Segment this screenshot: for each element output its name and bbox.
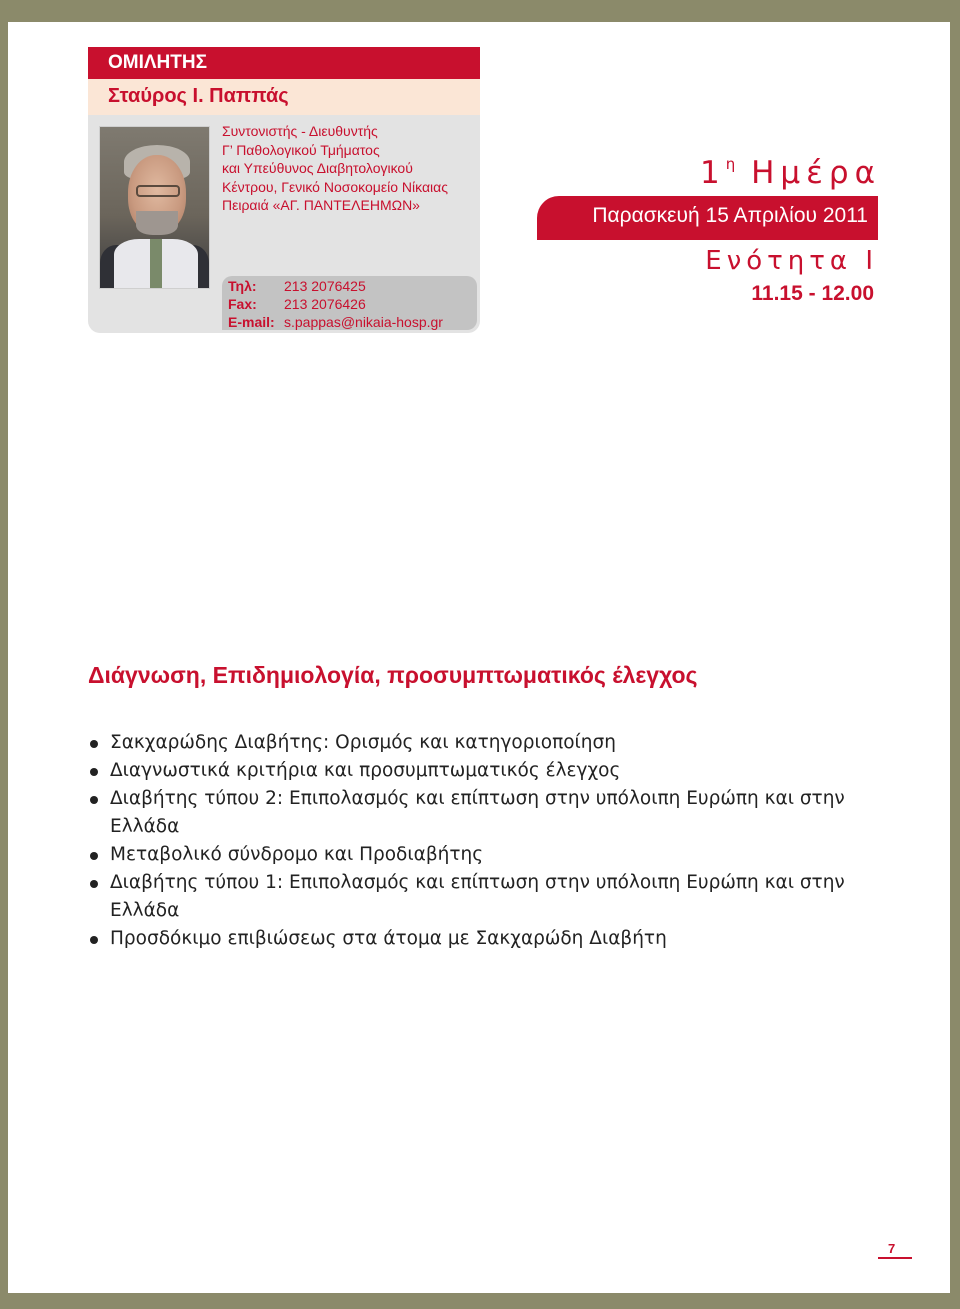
unit-label: Ενότητα Ι bbox=[705, 246, 878, 276]
speaker-photo bbox=[99, 126, 210, 289]
speaker-role-line: Κέντρου, Γενικό Νοσοκομείο Νίκαιας bbox=[222, 178, 448, 195]
list-item: Σακχαρώδης Διαβήτης: Ορισμός και κατηγοριοποίηση bbox=[88, 729, 888, 757]
page-frame-left bbox=[0, 0, 8, 1309]
page-frame-top bbox=[0, 0, 960, 22]
speaker-header: ΟΜΙΛΗΤΗΣ bbox=[88, 47, 480, 79]
speaker-role bbox=[222, 122, 472, 215]
list-item: Διαγνωστικά κριτήρια και προσυμπτωματικός έλεγχος bbox=[88, 757, 888, 785]
speaker-role-line: Πειραιά «ΑΓ. ΠΑΝΤΕΛΕΗΜΩΝ» bbox=[222, 197, 420, 214]
contact-fax bbox=[228, 296, 366, 312]
fax-label: Fax: bbox=[228, 296, 257, 312]
time-slot: 11.15 - 12.00 bbox=[751, 282, 874, 305]
speaker-role-line: και Υπεύθυνος Διαβητολογικού bbox=[222, 160, 413, 177]
page-number-underline bbox=[878, 1257, 912, 1259]
topic-list bbox=[88, 729, 888, 953]
day-number: 1 bbox=[700, 155, 726, 191]
list-item: Μεταβολικό σύνδρομο και Προδιαβήτης bbox=[88, 841, 888, 869]
day-word: Ημέρα bbox=[751, 155, 882, 191]
date-banner: Παρασκευή 15 Απριλίου 2011 bbox=[537, 196, 878, 240]
day-suffix: η bbox=[725, 154, 736, 173]
phone-label: Τηλ: bbox=[228, 278, 257, 294]
page-frame-right bbox=[950, 0, 960, 1309]
section-title: Διάγνωση, Επιδημιολογία, προσυμπτωματικός έλεγχος bbox=[88, 662, 698, 688]
list-item: Διαβήτης τύπου 1: Επιπολασμός και επίπτωση στην υπόλοιπη Ευρώπη και στην Ελλάδα bbox=[88, 869, 888, 925]
fax-value: 213 2076426 bbox=[284, 296, 366, 312]
email-label: E-mail: bbox=[228, 314, 275, 330]
page-frame-bottom bbox=[0, 1293, 960, 1309]
list-item: Διαβήτης τύπου 2: Επιπολασμός και επίπτωση στην υπόλοιπη Ευρώπη και στην Ελλάδα bbox=[88, 785, 888, 841]
email-value[interactable]: s.pappas@nikaia-hosp.gr bbox=[284, 314, 443, 330]
list-item: Προσδόκιμο επιβιώσεως στα άτομα με Σακχαρώδη Διαβήτη bbox=[88, 925, 888, 953]
speaker-name: Σταύρος Ι. Παππάς bbox=[88, 79, 480, 115]
day-title bbox=[700, 154, 882, 191]
contact-email bbox=[228, 314, 443, 330]
speaker-role-line: Γ’ Παθολογικού Τμήματος bbox=[222, 141, 380, 158]
phone-value: 213 2076425 bbox=[284, 278, 366, 294]
speaker-role-line: Συντονιστής - Διευθυντής bbox=[222, 123, 378, 139]
contact-phone bbox=[228, 278, 366, 294]
page-number: 7 bbox=[888, 1241, 896, 1256]
